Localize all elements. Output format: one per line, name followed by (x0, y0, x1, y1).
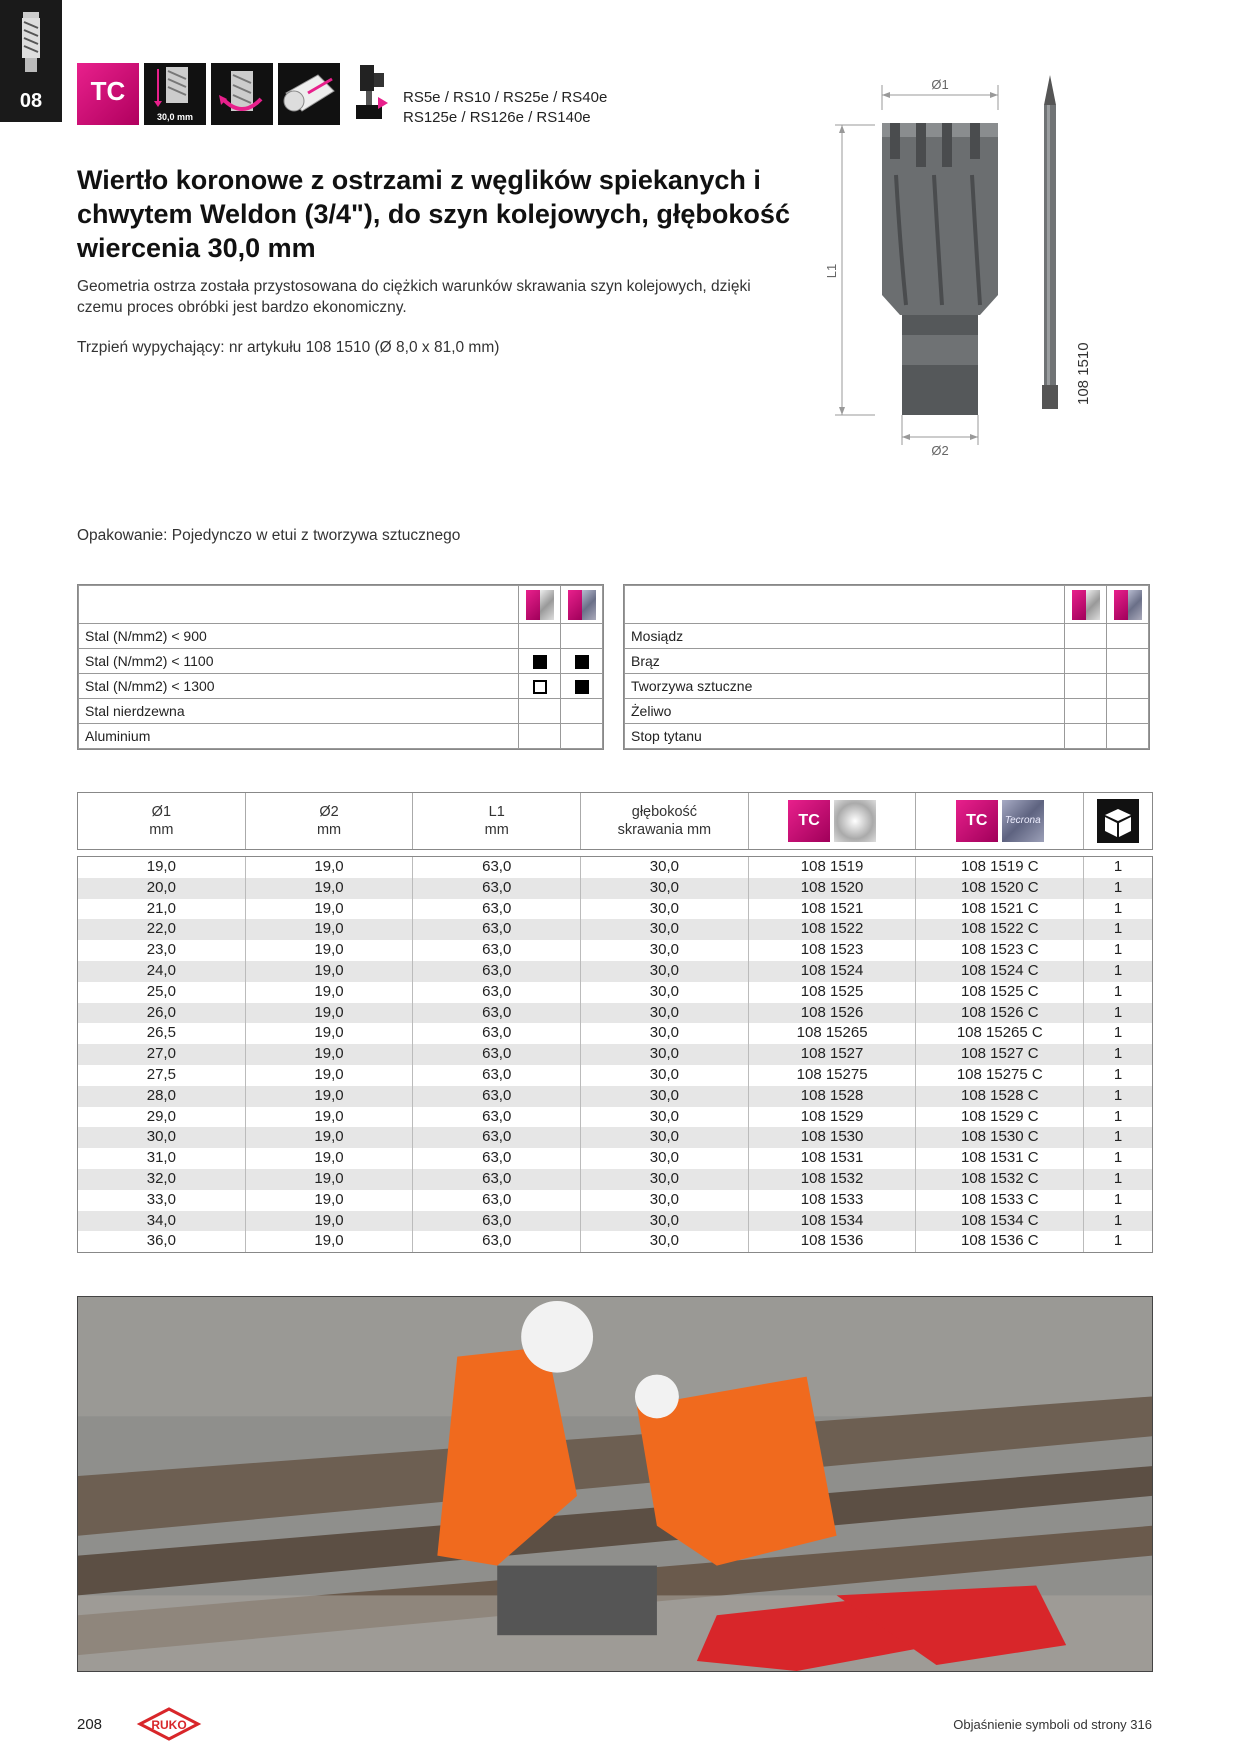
cell-depth: 30,0 (581, 1231, 749, 1252)
cell-d2: 19,0 (246, 982, 414, 1003)
chapter-number: 08 (19, 90, 43, 112)
tc-steel-swatch-icon (1071, 590, 1101, 620)
article-table-header (77, 792, 1153, 850)
packaging-note: Opakowanie: Pojedynczo w etui z tworzywa sztucznego (77, 527, 461, 544)
cell-d2: 19,0 (246, 899, 414, 920)
cell-article-tc: 108 1536 (749, 1231, 917, 1252)
cell-depth: 30,0 (581, 1190, 749, 1211)
material-row (625, 649, 1149, 674)
cell-quantity: 1 (1113, 1003, 1123, 1021)
material-row (79, 699, 603, 724)
core-drill-icon (20, 12, 42, 74)
cell-article-tc: 108 1525 (749, 982, 917, 1003)
cell-article-tecrona: 108 1523 C (916, 940, 1084, 961)
cell-d2: 19,0 (246, 1086, 414, 1107)
header-l1: L1 (488, 804, 505, 820)
cell-l1: 63,0 (413, 1190, 581, 1211)
cell-quantity: 1 (1113, 941, 1123, 959)
cell-quantity: 1 (1113, 1065, 1123, 1083)
cell-depth: 30,0 (581, 1169, 749, 1190)
cell-article-tc: 108 1521 (749, 899, 917, 920)
article-table (77, 792, 1153, 1253)
cell-d2: 19,0 (246, 1211, 414, 1232)
cell-quantity: 1 (1113, 961, 1123, 979)
cell-article-tecrona: 108 1522 C (916, 919, 1084, 940)
header-depth: głębokość (631, 804, 698, 820)
material-row (625, 624, 1149, 649)
cell-article-tc: 108 1530 (749, 1127, 917, 1148)
cell-d1: 28,0 (78, 1086, 246, 1107)
cell-d1: 36,0 (78, 1231, 246, 1252)
materials-table-left (77, 584, 604, 750)
table-row (78, 940, 1152, 961)
cell-quantity: 1 (1113, 1211, 1123, 1229)
conditional-empty-square-icon (533, 680, 547, 694)
tc-carbide-icon: TC (77, 63, 139, 125)
material-name: Tworzywa sztuczne (625, 674, 1065, 699)
material-row (79, 624, 603, 649)
cell-depth: 30,0 (581, 1023, 749, 1044)
material-name: Stal nierdzewna (79, 699, 519, 724)
cell-d2: 19,0 (246, 919, 414, 940)
material-name: Aluminium (79, 724, 519, 749)
material-row (79, 724, 603, 749)
cell-d1: 33,0 (78, 1190, 246, 1211)
cell-article-tecrona: 108 1527 C (916, 1044, 1084, 1065)
table-row (78, 1086, 1152, 1107)
machines-line-2: RS125e / RS126e / RS140e (403, 109, 591, 126)
table-row (78, 1107, 1152, 1128)
tecrona-coating-icon: Tecrona (1002, 800, 1044, 842)
drilling-machine-icon (352, 63, 392, 125)
cell-d2: 19,0 (246, 1169, 414, 1190)
cell-article-tecrona: 108 1521 C (916, 899, 1084, 920)
rail-workers-photo (77, 1296, 1153, 1672)
drilling-depth-icon (144, 63, 206, 125)
cell-article-tecrona: 108 15265 C (916, 1023, 1084, 1044)
cell-l1: 63,0 (413, 878, 581, 899)
cell-d1: 31,0 (78, 1148, 246, 1169)
table-row (78, 878, 1152, 899)
table-row (78, 1065, 1152, 1086)
tc-steel-swatch-icon (525, 590, 555, 620)
cell-d1: 20,0 (78, 878, 246, 899)
cell-quantity: 1 (1113, 1107, 1123, 1125)
cell-l1: 63,0 (413, 1023, 581, 1044)
cell-article-tc: 108 1524 (749, 961, 917, 982)
cell-quantity: 1 (1113, 878, 1123, 896)
material-name: Żeliwo (625, 699, 1065, 724)
cell-d1: 32,0 (78, 1169, 246, 1190)
cell-quantity: 1 (1113, 1190, 1123, 1208)
header-d2-unit: mm (316, 822, 342, 838)
cell-article-tecrona: 108 1531 C (916, 1148, 1084, 1169)
cell-depth: 30,0 (581, 1044, 749, 1065)
material-name: Stal (N/mm2) < 900 (79, 624, 519, 649)
product-title: Wiertło koronowe z ostrzami z węglików spiekanych i chwytem Weldon (3/4"), do szyn kolejowych, głębokość wiercenia 30,0 mm (77, 165, 790, 263)
cell-d1: 24,0 (78, 961, 246, 982)
cell-article-tc: 108 15265 (749, 1023, 917, 1044)
suitable-filled-square-icon (533, 655, 547, 669)
table-row (78, 1003, 1152, 1024)
cell-article-tecrona: 108 1532 C (916, 1169, 1084, 1190)
tc-header-icon: TC (956, 800, 998, 842)
cell-l1: 63,0 (413, 982, 581, 1003)
ruko-logo (138, 1707, 200, 1741)
package-quantity-icon (1097, 799, 1139, 843)
product-description: Geometria ostrza została przystosowana do ciężkich warunków skrawania szyn kolejowych, dzięki czemu proces obróbki jest bardzo ekonomiczny. (77, 278, 751, 316)
cell-article-tc: 108 1527 (749, 1044, 917, 1065)
cell-article-tecrona: 108 1525 C (916, 982, 1084, 1003)
materials-table-right (623, 584, 1150, 750)
cell-article-tc: 108 1533 (749, 1190, 917, 1211)
cell-depth: 30,0 (581, 1065, 749, 1086)
cell-d2: 19,0 (246, 1190, 414, 1211)
table-row (78, 982, 1152, 1003)
cell-article-tc: 108 1523 (749, 940, 917, 961)
table-row (78, 1211, 1152, 1232)
cell-l1: 63,0 (413, 1107, 581, 1128)
cell-quantity: 1 (1113, 1045, 1123, 1063)
cell-d2: 19,0 (246, 1148, 414, 1169)
cell-l1: 63,0 (413, 899, 581, 920)
cell-d2: 19,0 (246, 961, 414, 982)
cell-depth: 30,0 (581, 878, 749, 899)
cell-quantity: 1 (1113, 1128, 1123, 1146)
cell-depth: 30,0 (581, 899, 749, 920)
table-row (78, 919, 1152, 940)
chapter-tab (0, 0, 62, 122)
cell-depth: 30,0 (581, 857, 749, 878)
material-name: Stal (N/mm2) < 1300 (79, 674, 519, 699)
cell-article-tecrona: 108 1529 C (916, 1107, 1084, 1128)
cell-d2: 19,0 (246, 878, 414, 899)
cell-d2: 19,0 (246, 1003, 414, 1024)
cell-d2: 19,0 (246, 1231, 414, 1252)
material-row (79, 674, 603, 699)
rail-material-icon (278, 63, 340, 125)
cell-l1: 63,0 (413, 1211, 581, 1232)
table-row (78, 1148, 1152, 1169)
cell-depth: 30,0 (581, 1127, 749, 1148)
table-row (78, 961, 1152, 982)
cell-depth: 30,0 (581, 1148, 749, 1169)
cell-d1: 21,0 (78, 899, 246, 920)
cell-d2: 19,0 (246, 857, 414, 878)
cell-d2: 19,0 (246, 1127, 414, 1148)
cell-article-tc: 108 1526 (749, 1003, 917, 1024)
cell-article-tecrona: 108 1526 C (916, 1003, 1084, 1024)
material-name: Brąz (625, 649, 1065, 674)
cell-quantity: 1 (1113, 982, 1123, 1000)
cell-d2: 19,0 (246, 1044, 414, 1065)
header-d1-unit: mm (149, 822, 174, 838)
cell-d1: 26,0 (78, 1003, 246, 1024)
drilling-depth-label: 30,0 mm (156, 112, 194, 122)
ejector-pin-label: 108 1510 (1075, 342, 1092, 405)
cell-d1: 27,0 (78, 1044, 246, 1065)
l1-dim-label: L1 (824, 263, 839, 279)
rotation-icon (211, 63, 273, 125)
cell-quantity: 1 (1113, 1024, 1123, 1042)
compatible-machines (403, 88, 607, 128)
cell-article-tc: 108 1522 (749, 919, 917, 940)
cell-depth: 30,0 (581, 1211, 749, 1232)
table-row (78, 1023, 1152, 1044)
cell-l1: 63,0 (413, 919, 581, 940)
cell-depth: 30,0 (581, 940, 749, 961)
cell-d2: 19,0 (246, 940, 414, 961)
table-row (78, 1231, 1152, 1252)
cell-d1: 22,0 (78, 919, 246, 940)
header-depth-unit: skrawania mm (617, 822, 712, 838)
material-row (625, 724, 1149, 749)
cell-d1: 23,0 (78, 940, 246, 961)
cell-article-tc: 108 1532 (749, 1169, 917, 1190)
cell-quantity: 1 (1113, 899, 1123, 917)
cell-article-tc: 108 15275 (749, 1065, 917, 1086)
cell-article-tecrona: 108 1519 C (916, 857, 1084, 878)
cell-d1: 27,5 (78, 1065, 246, 1086)
cell-l1: 63,0 (413, 1003, 581, 1024)
material-name: Mosiądz (625, 624, 1065, 649)
cell-article-tecrona: 108 1533 C (916, 1190, 1084, 1211)
header-l1-unit: mm (484, 822, 509, 838)
cell-l1: 63,0 (413, 1169, 581, 1190)
cell-d1: 30,0 (78, 1127, 246, 1148)
cell-depth: 30,0 (581, 982, 749, 1003)
ejector-pin-note: Trzpień wypychający: nr artykułu 108 1510 (Ø 8,0 x 81,0 mm) (77, 339, 500, 356)
d1-dim-label: Ø1 (931, 77, 949, 92)
cell-depth: 30,0 (581, 961, 749, 982)
cell-d2: 19,0 (246, 1107, 414, 1128)
page-number: 208 (77, 1716, 103, 1733)
cell-depth: 30,0 (581, 1107, 749, 1128)
cell-article-tecrona: 108 1524 C (916, 961, 1084, 982)
machines-line-1: RS5e / RS10 / RS25e / RS40e (403, 89, 608, 106)
suitable-filled-square-icon (575, 680, 589, 694)
table-row (78, 1127, 1152, 1148)
material-row (625, 699, 1149, 724)
table-row (78, 1169, 1152, 1190)
cell-d2: 19,0 (246, 1065, 414, 1086)
cell-article-tecrona: 108 1528 C (916, 1086, 1084, 1107)
cell-l1: 63,0 (413, 1086, 581, 1107)
cell-d1: 25,0 (78, 982, 246, 1003)
cell-quantity: 1 (1113, 858, 1123, 875)
cell-article-tecrona: 108 1536 C (916, 1231, 1084, 1252)
cell-l1: 63,0 (413, 1065, 581, 1086)
cell-quantity: 1 (1113, 920, 1123, 938)
cell-l1: 63,0 (413, 940, 581, 961)
d2-dim-label: Ø2 (931, 443, 949, 458)
cell-l1: 63,0 (413, 961, 581, 982)
svg-text:RUKO: RUKO (151, 1718, 187, 1732)
symbols-reference-note: Objaśnienie symboli od strony 316 (953, 1717, 1152, 1732)
cell-quantity: 1 (1113, 1086, 1123, 1104)
cell-d1: 29,0 (78, 1107, 246, 1128)
steel-surface-icon (834, 800, 876, 842)
cell-article-tecrona: 108 1530 C (916, 1127, 1084, 1148)
cell-l1: 63,0 (413, 857, 581, 878)
header-d2: Ø2 (319, 804, 339, 820)
tc-header-icon: TC (788, 800, 830, 842)
cell-article-tc: 108 1534 (749, 1211, 917, 1232)
cell-l1: 63,0 (413, 1231, 581, 1252)
cell-article-tc: 108 1531 (749, 1148, 917, 1169)
cell-article-tc: 108 1529 (749, 1107, 917, 1128)
table-row (78, 899, 1152, 920)
cell-article-tecrona: 108 1520 C (916, 878, 1084, 899)
cell-l1: 63,0 (413, 1148, 581, 1169)
header-d1: Ø1 (151, 804, 172, 820)
cell-depth: 30,0 (581, 919, 749, 940)
cell-d1: 34,0 (78, 1211, 246, 1232)
product-diagram (824, 75, 1120, 465)
material-row (79, 649, 603, 674)
cell-depth: 30,0 (581, 1003, 749, 1024)
cell-article-tc: 108 1520 (749, 878, 917, 899)
cell-quantity: 1 (1113, 1232, 1123, 1250)
cell-article-tc: 108 1519 (749, 857, 917, 878)
cell-article-tecrona: 108 15275 C (916, 1065, 1084, 1086)
cell-article-tc: 108 1528 (749, 1086, 917, 1107)
table-row (78, 1190, 1152, 1211)
cell-l1: 63,0 (413, 1044, 581, 1065)
cell-quantity: 1 (1113, 1149, 1123, 1167)
cell-depth: 30,0 (581, 1086, 749, 1107)
cell-d1: 26,5 (78, 1023, 246, 1044)
article-table-body (77, 856, 1153, 1253)
cell-d2: 19,0 (246, 1023, 414, 1044)
table-row (78, 857, 1152, 878)
cell-article-tecrona: 108 1534 C (916, 1211, 1084, 1232)
cell-quantity: 1 (1113, 1169, 1123, 1187)
table-row (78, 1044, 1152, 1065)
material-row (625, 674, 1149, 699)
material-name: Stop tytanu (625, 724, 1065, 749)
tc-tecrona-swatch-icon (567, 590, 597, 620)
cell-l1: 63,0 (413, 1127, 581, 1148)
material-name: Stal (N/mm2) < 1100 (79, 649, 519, 674)
cell-d1: 19,0 (78, 857, 246, 878)
tc-tecrona-swatch-icon (1113, 590, 1143, 620)
suitable-filled-square-icon (575, 655, 589, 669)
